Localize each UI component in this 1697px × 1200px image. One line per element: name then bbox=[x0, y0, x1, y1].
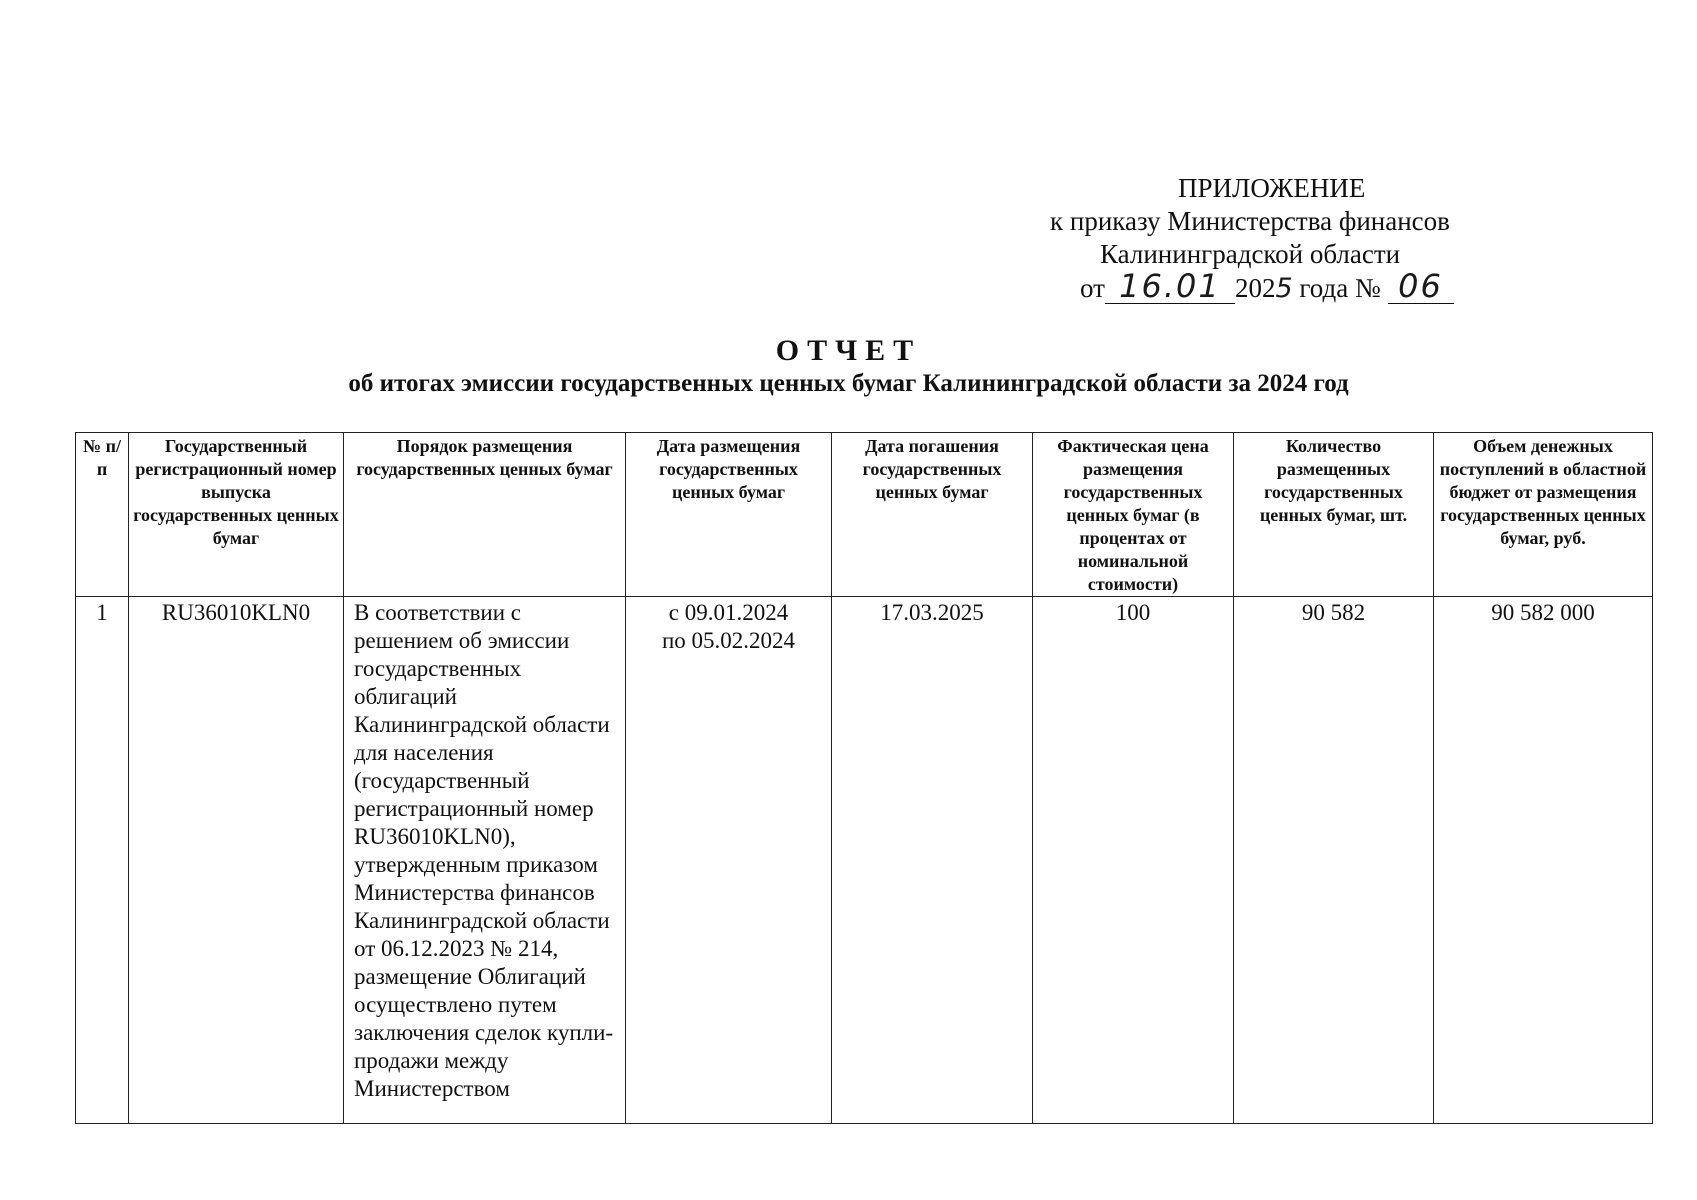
appendix-date-line bbox=[1080, 267, 1454, 305]
header-num: № п/п bbox=[76, 433, 129, 597]
appendix-title: ПРИЛОЖЕНИЕ bbox=[1178, 173, 1366, 203]
cell-volume: 90 582 000 bbox=[1434, 597, 1653, 1124]
cell-maturity-date: 17.03.2025 bbox=[832, 597, 1033, 1124]
table-row bbox=[76, 597, 1653, 1124]
handwritten-number: 06 bbox=[1398, 267, 1443, 305]
cell-reg-number: RU36010KLN0 bbox=[129, 597, 344, 1124]
header-volume: Объем денежных поступлений в областной бюджет от размещения государственных ценных бумаг, руб. bbox=[1434, 433, 1653, 597]
table-header-row bbox=[76, 433, 1653, 597]
header-quantity: Количество размещенных государственных ценных бумаг, шт. bbox=[1234, 433, 1434, 597]
report-subtitle: об итогах эмиссии государственных ценных бумаг Калининградской области за 2024 год bbox=[348, 370, 1349, 397]
cell-procedure: В соответствии с решением об эмиссии государственных облигаций Калининградской области для населения (государственный регистрационный номер RU36010KLN0), утвержденным приказом Министерства финансов Калининградской области от 06.12.2023 № 214, размещение Облигаций осуществлено путем заключения сделок купли-продажи между Министерством bbox=[344, 597, 626, 1124]
header-placement-date: Дата размещения государственных ценных бумаг bbox=[626, 433, 832, 597]
cell-num: 1 bbox=[76, 597, 129, 1124]
cell-placement-date bbox=[626, 597, 832, 1124]
placement-date-to: по 05.02.2024 bbox=[661, 628, 796, 653]
report-title: ОТЧЕТ bbox=[775, 334, 922, 367]
placement-date-from: с 09.01.2024 bbox=[668, 600, 789, 625]
report-table bbox=[75, 432, 1653, 1124]
date-underline bbox=[1105, 267, 1235, 305]
date-prefix: от bbox=[1080, 273, 1105, 303]
handwritten-year-digit: 5 bbox=[1275, 273, 1293, 304]
header-price: Фактическая цена размещения государственных ценных бумаг (в процентах от номинальной стоимости) bbox=[1033, 433, 1234, 597]
appendix-order-line: к приказу Министерства финансов bbox=[1050, 206, 1450, 236]
year-printed: 202 bbox=[1234, 273, 1276, 303]
handwritten-date: 16.01 bbox=[1119, 267, 1221, 305]
header-maturity-date: Дата погашения государственных ценных бумаг bbox=[832, 433, 1033, 597]
number-underline bbox=[1388, 267, 1454, 305]
cell-quantity: 90 582 bbox=[1234, 597, 1434, 1124]
appendix-region-line: Калининградской области bbox=[1100, 239, 1401, 269]
year-suffix: года № bbox=[1299, 273, 1381, 303]
header-procedure: Порядок размещения государственных ценных бумаг bbox=[344, 433, 626, 597]
cell-price: 100 bbox=[1033, 597, 1234, 1124]
header-reg-number: Государственный регистрационный номер выпуска государственных ценных бумаг bbox=[129, 433, 344, 597]
